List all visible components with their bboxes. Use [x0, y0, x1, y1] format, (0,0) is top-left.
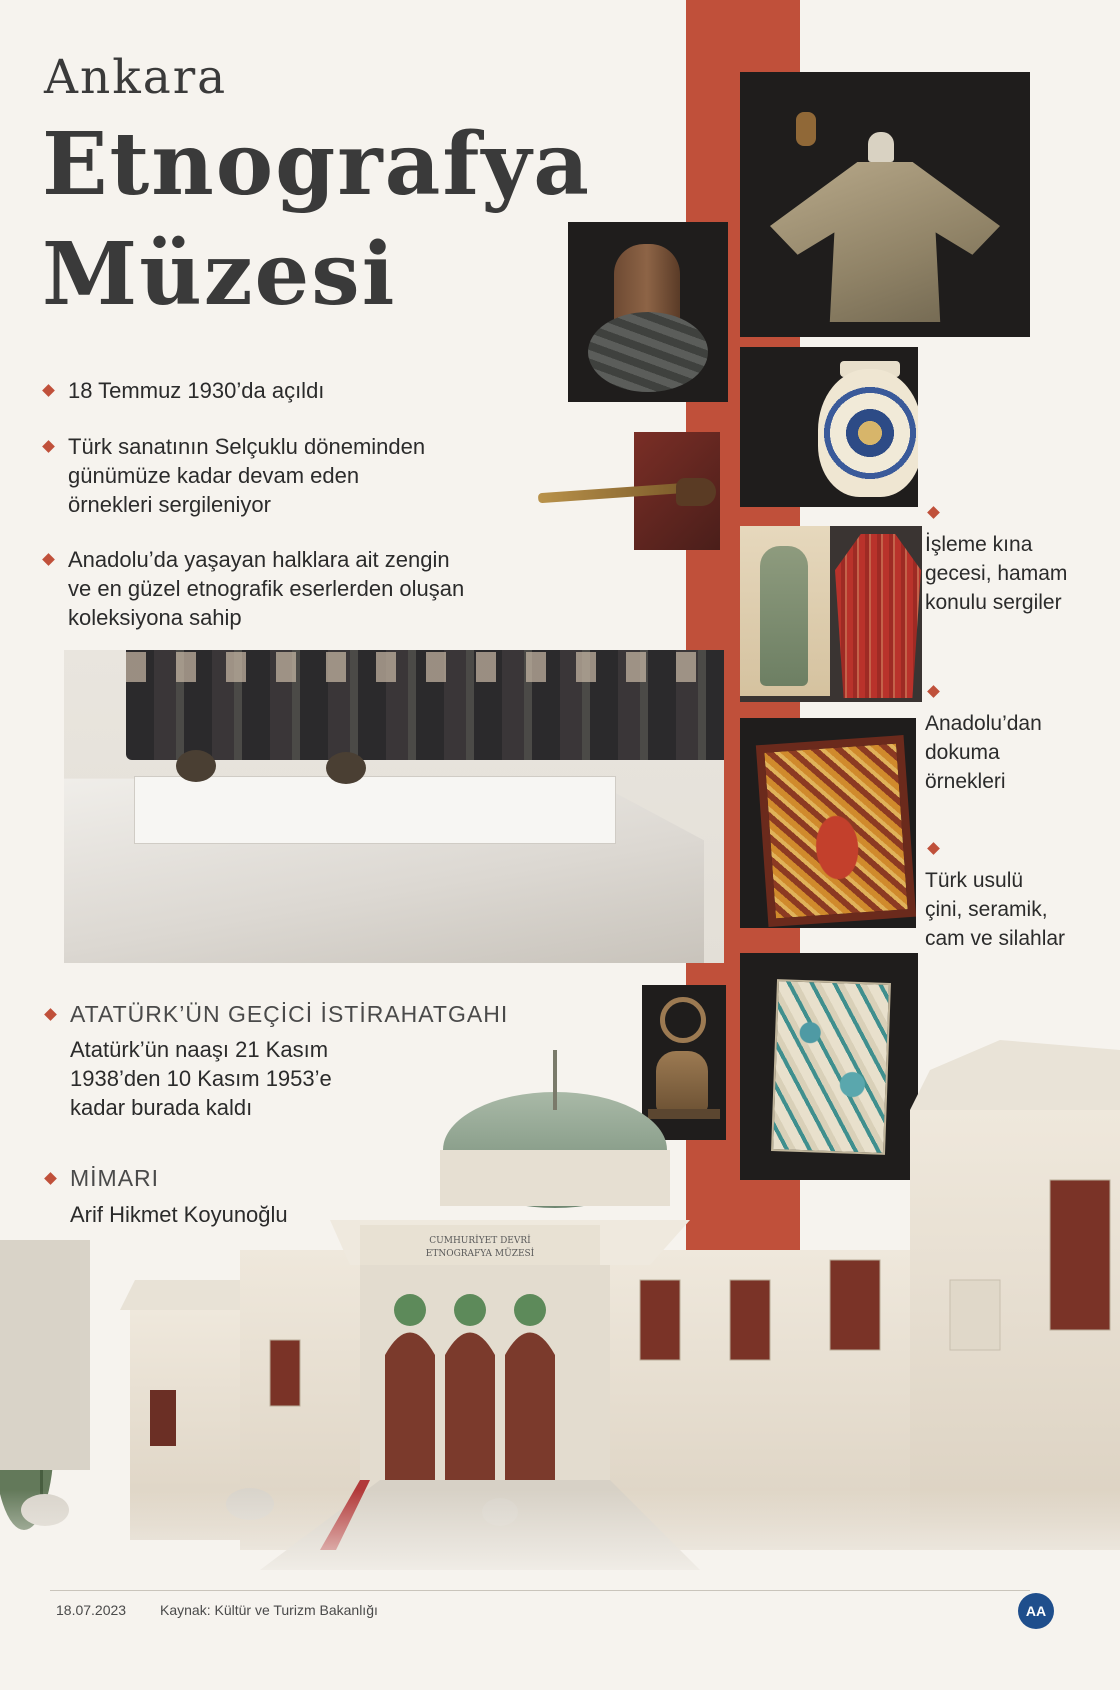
fact-opening: 18 Temmuz 1930’da açıldı — [68, 376, 324, 405]
entrance-door — [385, 1333, 435, 1491]
architect-name: Arif Hikmet Koyunoğlu — [70, 1202, 288, 1227]
entrance-door — [445, 1333, 495, 1491]
photo-miniature-and-caftan — [740, 526, 922, 702]
diamond-bullet-icon — [42, 553, 55, 566]
fact-collection-era: Türk sanatının Selçuklu döneminden günümüze kadar devam eden örnekleri sergileniyor — [68, 432, 425, 519]
aa-logo-icon: AA — [1018, 1593, 1054, 1629]
resting-place-text: Atatürk’ün naaşı 21 Kasım 1938’den 10 Kasım 1953’e kadar burada kaldı — [70, 1037, 332, 1120]
photo-vase — [740, 347, 918, 507]
photo-flintlock-pistol — [538, 432, 720, 550]
footer-divider — [50, 1590, 1030, 1591]
building-sign-line-2: ETNOGRAFYA MÜZESİ — [425, 1249, 535, 1259]
exhibit-henna-hamam: İşleme kına gecesi, hamam konulu sergiler — [925, 530, 1067, 617]
wreath — [176, 750, 216, 782]
museum-building — [0, 1010, 1120, 1590]
diamond-bullet-icon — [927, 506, 940, 519]
architect-heading: MİMARI — [70, 1164, 159, 1193]
fact-collection-scope: Anadolu’da yaşayan halklara ait zengin ve en güzel etnografik eserlerden oluşan koleksiyona sahip — [68, 545, 464, 632]
footer-date: 18.07.2023 — [56, 1602, 127, 1618]
entrance-door — [505, 1333, 555, 1491]
photo-carpet — [740, 718, 916, 928]
footer-source: Kaynak: Kültür ve Turizm Bakanlığı — [160, 1602, 378, 1618]
building-sign-line-1: CUMHURİYET DEVRİ — [429, 1236, 531, 1246]
title-line-2: Müzesi — [42, 224, 397, 325]
wreath — [326, 752, 366, 784]
historical-photo-ceremony — [64, 650, 724, 963]
title-line-1: Etnografya — [42, 114, 592, 215]
title-city: Ankara — [44, 50, 228, 105]
diamond-bullet-icon — [42, 384, 55, 397]
diamond-bullet-icon — [927, 685, 940, 698]
diamond-bullet-icon — [42, 440, 55, 453]
exhibit-tiles-weapons: Türk usulü çini, seramik, cam ve silahlar — [925, 866, 1065, 953]
photo-headgear — [568, 222, 728, 402]
diamond-bullet-icon — [927, 842, 940, 855]
photo-kaftan — [740, 72, 1030, 337]
dome-finial — [553, 1050, 557, 1110]
resting-place-heading: ATATÜRK’ÜN GEÇİCİ İSTİRAHATGAHI — [70, 1000, 508, 1029]
exhibit-weaving: Anadolu’dan dokuma örnekleri — [925, 709, 1042, 796]
